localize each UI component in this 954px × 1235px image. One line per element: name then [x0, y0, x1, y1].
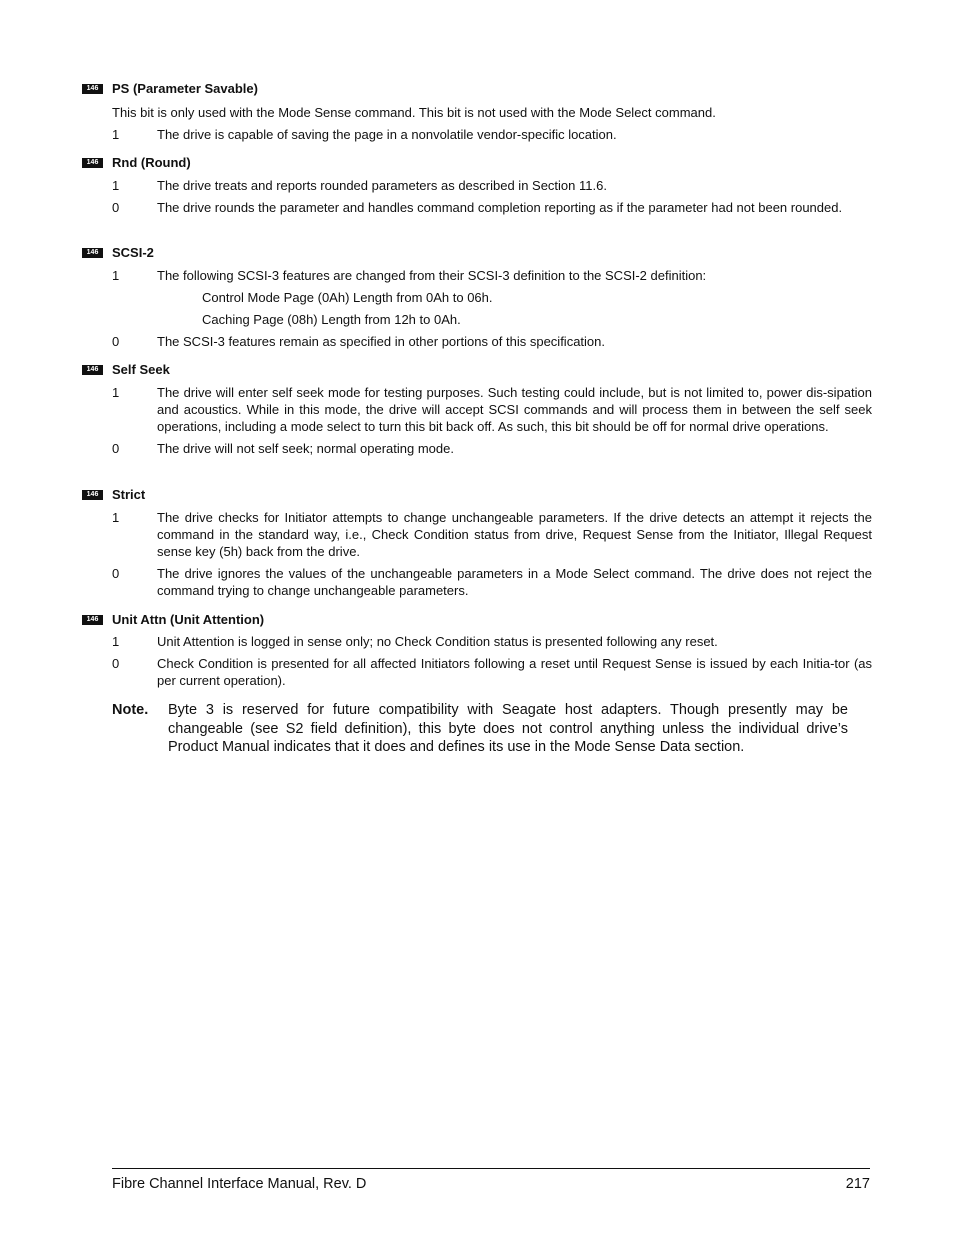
value-text: The drive rounds the parameter and handles command completion reporting as if the parameter had not been rounded.: [157, 200, 843, 215]
field-strict: [82, 487, 872, 599]
value-item: [82, 199, 872, 216]
value-number: 0: [112, 200, 120, 215]
field-title: Self Seek: [112, 362, 170, 377]
value-text: The drive is capable of saving the page in a nonvolatile vendor-specific location.: [157, 127, 617, 142]
footer-title: Fibre Channel Interface Manual, Rev. D: [112, 1176, 367, 1192]
field-ps: [82, 81, 872, 143]
value-text: The drive will not self seek; normal operating mode.: [157, 441, 454, 456]
note-label: Note.: [112, 702, 149, 718]
section-badge: 146: [82, 490, 103, 500]
section-badge: 146: [82, 248, 103, 258]
section-badge: 146: [82, 158, 103, 168]
note-block: [112, 701, 848, 757]
note-text: Byte 3 is reserved for future compatibility with Seagate host adapters. Though presently may be changeable (see S2 field definition), this byte does not control anything unless the individual drive’s Product Manual indicates that it does and defines its use in the Mode Sense Data section.: [168, 702, 848, 755]
footer-divider: [112, 1168, 870, 1169]
value-number: 1: [112, 268, 120, 283]
value-item: [82, 267, 872, 284]
value-text: The drive checks for Initiator attempts to change unchangeable parameters. If the drive detects an attempt it rejects the command in the standard way, i.e., Check Condition status from drive, Request Sense from the Initiator, Illegal Request sense key (5h) back from the drive.: [157, 510, 872, 559]
page-number: 217: [845, 1176, 870, 1192]
value-number: 0: [112, 334, 120, 349]
value-text: Check Condition is presented for all affected Initiators following a reset until Request Sense is issued by each Initia-tor (as per current operation).: [157, 656, 872, 688]
value-item: [82, 565, 872, 599]
value-item: [82, 633, 872, 650]
field-title: Unit Attn (Unit Attention): [112, 612, 265, 627]
value-number: 1: [112, 385, 120, 400]
section-badge: 146: [82, 84, 103, 94]
value-text: The drive will enter self seek mode for testing purposes. Such testing could include, but is not limited to, power dis-sipation and acoustics. While in this mode, the drive will accept SCSI commands and will process them in between the self seek operations, including a mode select to turn this bit back off. As such, this bit should be off for normal drive operations.: [157, 385, 872, 434]
value-item: [82, 509, 872, 560]
field-description: This bit is only used with the Mode Sense command. This bit is not used with the Mode Select command.: [112, 105, 716, 120]
field-self-seek: [82, 362, 872, 457]
value-number: 0: [112, 656, 120, 671]
field-title: PS (Parameter Savable): [112, 81, 258, 96]
value-number: 1: [112, 634, 120, 649]
value-item: [82, 655, 872, 689]
value-text: The drive ignores the values of the unchangeable parameters in a Mode Select command. The drive does not reject the command trying to change unchangeable parameters.: [157, 566, 872, 598]
sub-item: Control Mode Page (0Ah) Length from 0Ah to 06h.: [202, 290, 493, 305]
section-badge: 146: [82, 365, 103, 375]
field-scsi-2: [82, 245, 872, 350]
value-item: [82, 440, 872, 457]
sub-item: Caching Page (08h) Length from 12h to 0Ah.: [202, 312, 461, 327]
value-number: 1: [112, 127, 120, 142]
field-title: Strict: [112, 487, 146, 502]
value-number: 0: [112, 441, 120, 456]
field-rnd: [82, 155, 872, 216]
value-text: Unit Attention is logged in sense only; no Check Condition status is presented following any reset.: [157, 634, 718, 649]
value-number: 1: [112, 178, 120, 193]
value-number: 1: [112, 510, 120, 525]
field-unit-attn: [82, 612, 872, 689]
value-item: [82, 177, 872, 194]
section-badge: 146: [82, 615, 103, 625]
value-item: [82, 126, 872, 143]
value-text: The following SCSI-3 features are changed from their SCSI-3 definition to the SCSI-2 definition:: [157, 268, 707, 283]
value-item: [82, 384, 872, 435]
value-text: The drive treats and reports rounded parameters as described in Section 11.6.: [157, 178, 607, 193]
field-title: Rnd (Round): [112, 155, 191, 170]
field-title: SCSI-2: [112, 245, 154, 260]
value-text: The SCSI-3 features remain as specified in other portions of this specification.: [157, 334, 605, 349]
value-item: [82, 333, 872, 350]
value-number: 0: [112, 566, 120, 581]
